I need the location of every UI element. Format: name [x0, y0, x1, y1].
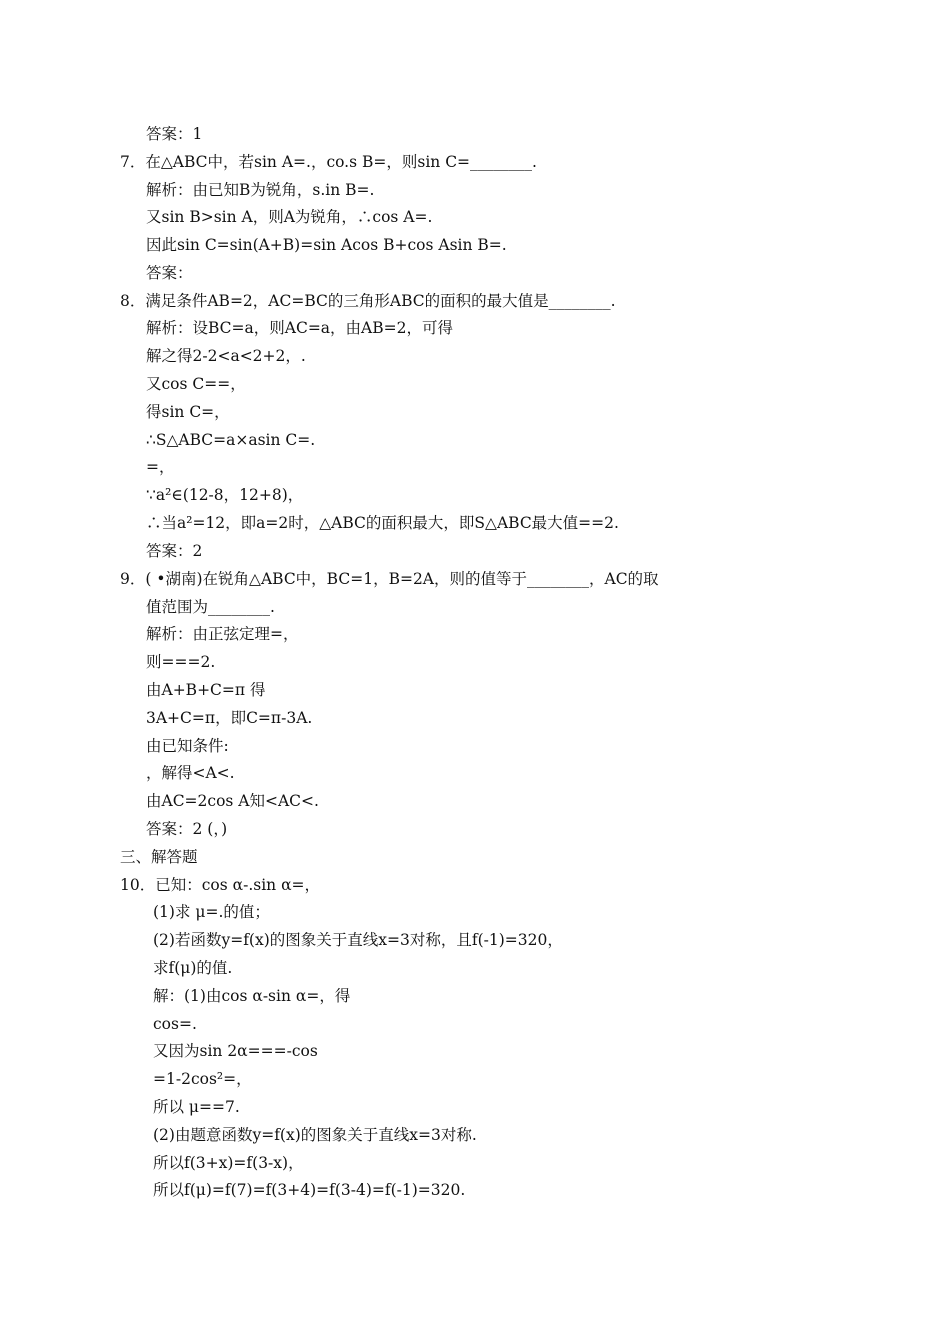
solution-8-line-3: 又cos C==，	[146, 375, 246, 393]
solution-8-line-1: 解析：设BC=a，则AC=a，由AB=2，可得	[146, 319, 453, 337]
answer-7: 答案：	[146, 264, 193, 282]
solution-10-line-2: cos=.	[153, 1015, 197, 1033]
solution-10-line-1: 解：(1)由cos α-sin α=，得	[153, 987, 351, 1005]
solution-7-line-1: 解析：由已知B为锐角，s.in B=.	[146, 181, 375, 199]
section-heading: 三、解答题	[120, 848, 198, 866]
solution-8-line-7: ∵a²∈(12-8，12+8)，	[146, 486, 304, 504]
question-10-part-2: (2)若函数y=f(x)的图象关于直线x=3对称，且f(-1)=320，	[153, 931, 563, 949]
solution-10-line-4: =1-2cos²=，	[153, 1070, 252, 1088]
answer-8: 答案：2	[146, 542, 203, 560]
solution-9-line-4: 3A+C=π，即C=π-3A.	[146, 709, 313, 727]
question-10-part-1: (1)求 μ=.的值；	[153, 903, 270, 921]
question-10: 10．已知：cos α-.sin α=，	[120, 876, 321, 894]
answer-9: 答案：2 (，)	[146, 820, 228, 838]
solution-8-line-4: 得sin C=，	[146, 403, 230, 421]
solution-10-line-6: (2)由题意函数y=f(x)的图象关于直线x=3对称.	[153, 1126, 477, 1144]
question-9: 9．( •湖南)在锐角△ABC中，BC=1，B=2A，则的值等于________，AC的取	[120, 570, 659, 588]
solution-7-line-2: 又sin B>sin A，则A为锐角，∴cos A=.	[146, 208, 433, 226]
question-10-part-2-continued: 求f(μ)的值.	[153, 959, 233, 977]
solution-9-line-5: 由已知条件:	[146, 737, 229, 755]
question-9-continued: 值范围为________.	[146, 598, 275, 616]
solution-8-line-5: ∴S△ABC=a×asin C=.	[146, 431, 316, 449]
solution-9-line-7: 由AC=2cos A知<AC<.	[146, 792, 319, 810]
solution-9-line-6: ，解得<A<.	[146, 764, 235, 782]
solution-10-line-7: 所以f(3+x)=f(3-x)，	[153, 1154, 304, 1172]
answer-6: 答案：1	[146, 125, 203, 143]
solution-9-line-1: 解析：由正弦定理=，	[146, 625, 299, 643]
solution-7-line-3: 因此sin C=sin(A+B)=sin Acos B+cos Asin B=.	[146, 236, 507, 254]
solution-10-line-5: 所以 μ==7.	[153, 1098, 240, 1116]
solution-8-line-2: 解之得2-2<a<2+2，.	[146, 347, 306, 365]
question-7: 7．在△ABC中，若sin A=.，co.s B=，则sin C=________.	[120, 153, 537, 171]
solution-10-line-3: 又因为sin 2α===-cos	[153, 1042, 318, 1060]
solution-9-line-3: 由A+B+C=π 得	[146, 681, 266, 699]
question-8: 8．满足条件AB=2，AC=BC的三角形ABC的面积的最大值是________.	[120, 292, 616, 310]
solution-9-line-2: 则===2.	[146, 653, 216, 671]
solution-10-line-8: 所以f(μ)=f(7)=f(3+4)=f(3-4)=f(-1)=320.	[153, 1181, 466, 1199]
solution-8-line-6: =，	[146, 458, 175, 476]
solution-8-line-8: ∴当a²=12，即a=2时，△ABC的面积最大，即S△ABC最大值==2.	[146, 514, 619, 532]
